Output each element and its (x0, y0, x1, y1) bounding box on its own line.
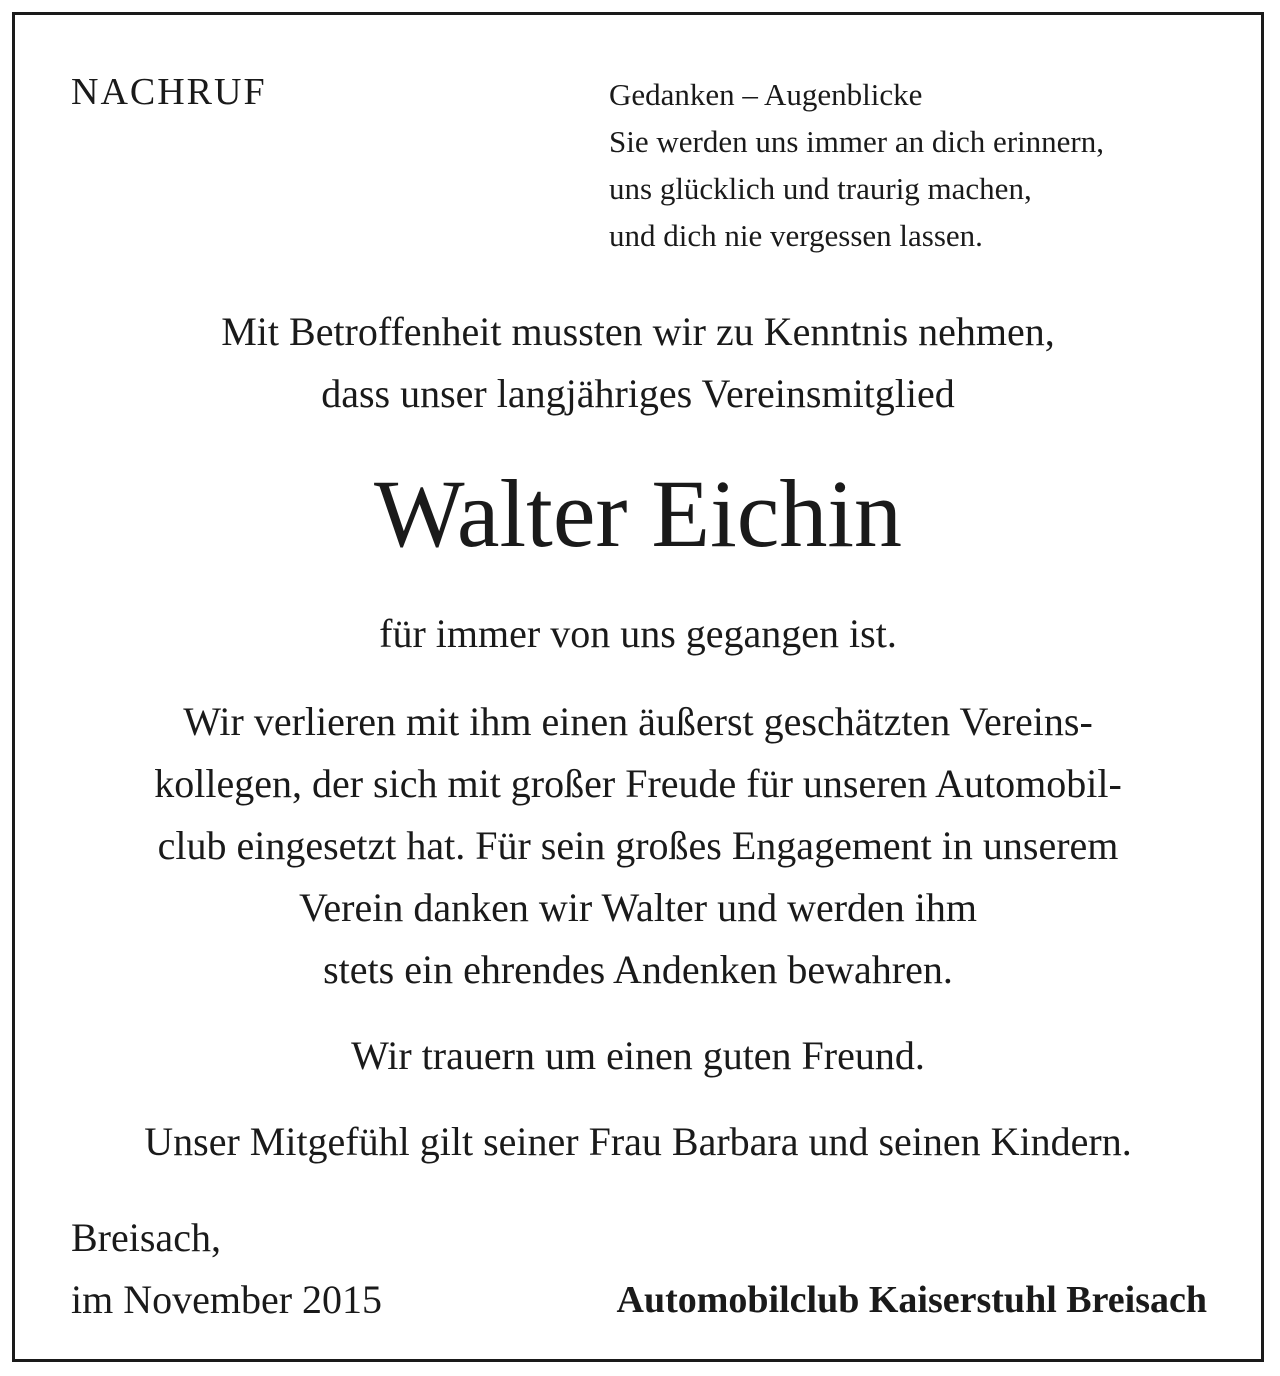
tribute-text (15, 691, 1261, 1001)
poem-line: und dich nie vergessen lassen. (609, 218, 983, 253)
poem-line: Gedanken – Augenblicke (609, 77, 923, 112)
tribute-line: Wir verlieren mit ihm einen äußerst geschätzten Vereins- (183, 699, 1093, 744)
intro-text (15, 301, 1261, 425)
intro-line: dass unser langjähriges Vereinsmitglied (321, 371, 955, 416)
date-text: im November 2015 (71, 1277, 383, 1322)
place-date (71, 1207, 382, 1331)
poem-block (609, 71, 1104, 259)
poem-line: uns glücklich und traurig machen, (609, 171, 1032, 206)
place-text: Breisach, (71, 1215, 221, 1260)
sympathy-line: Unser Mitgefühl gilt seiner Frau Barbara und seinen Kindern. (144, 1119, 1132, 1164)
poem-line: Sie werden uns immer an dich erinnern, (609, 124, 1104, 159)
tribute-line: kollegen, der sich mit großer Freude für unseren Automobil- (154, 761, 1122, 806)
passed-away-text (15, 603, 1261, 665)
signature-text: Automobilclub Kaiserstuhl Breisach (616, 1279, 1207, 1321)
intro-line: Mit Betroffenheit mussten wir zu Kenntnis nehmen, (221, 309, 1055, 354)
deceased-name: Walter Eichin (373, 460, 903, 567)
mourning-text (15, 1025, 1261, 1087)
tribute-line: Verein danken wir Walter und werden ihm (298, 885, 978, 930)
mourning-line: Wir trauern um einen guten Freund. (351, 1033, 925, 1078)
tribute-line: club eingesetzt hat. Für sein großes Engagement in unserem (157, 823, 1119, 868)
passed-away-line: für immer von uns gegangen ist. (379, 611, 897, 656)
tribute-line: stets ein ehrendes Andenken bewahren. (323, 947, 953, 992)
sympathy-text (15, 1111, 1261, 1173)
obituary-frame (12, 12, 1264, 1362)
obituary-heading: NACHRUF (71, 71, 267, 113)
